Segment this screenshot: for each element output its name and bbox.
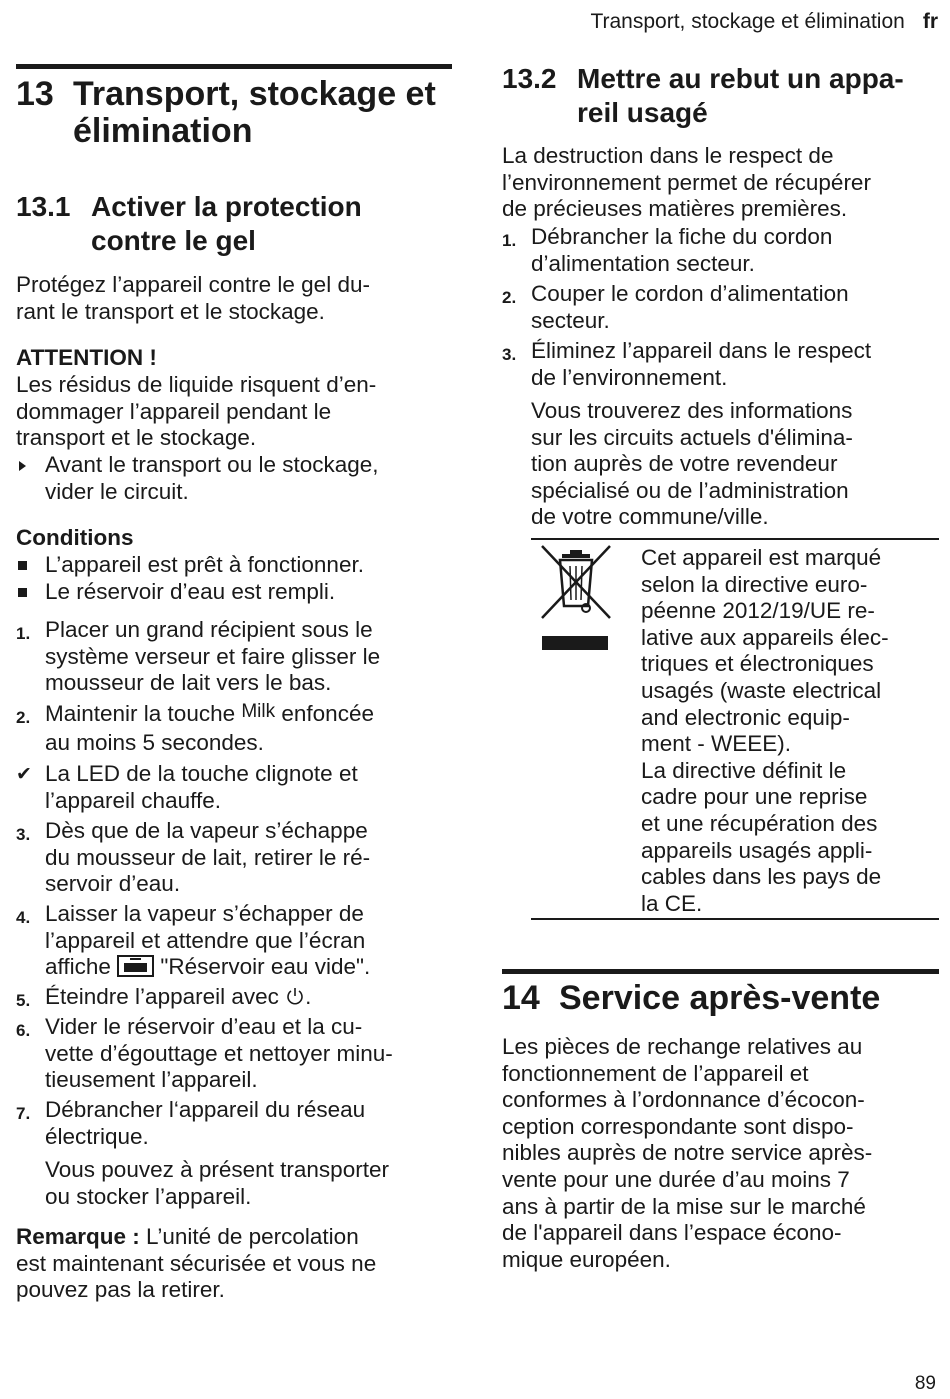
step-number: 4. [16,908,31,927]
frost-intro [16,272,370,325]
checkmark-icon: ✔ [16,764,32,785]
step-number: 2. [502,288,517,307]
disposal-intro [502,143,871,223]
text-line: cadre pour une reprise [641,784,868,810]
text-line: fonctionnement de l’appareil et [502,1060,809,1086]
text-line: secteur. [531,307,610,333]
text-line: la CE. [641,890,703,916]
step-number: 3. [16,825,31,844]
text-line: de votre commune/ville. [531,504,769,530]
text-line: dommager l’appareil pendant le [16,398,332,424]
text-line: ou stocker l’appareil. [45,1183,252,1209]
text-line: appareils usagés appli- [641,837,873,863]
section-13-1-number: 13.1 [16,191,71,222]
step-number: 7. [16,1104,31,1123]
text-line: rant le transport et le stockage. [16,298,325,324]
section-14-title: Service après-vente [559,979,881,1017]
text-fragment: "Réservoir eau vide". [154,954,371,980]
condition-text: Le réservoir d’eau est rempli. [45,579,336,604]
text-line: Cet appareil est marqué [641,545,882,570]
text-line: du mousseur de lait, retirer le ré- [45,844,371,870]
text-line: sur les circuits actuels d'élimina- [531,424,853,450]
bullet-square-icon [18,561,27,570]
action-arrow-icon [19,461,26,471]
text-line: de l’environnement. [531,364,728,390]
step-number: 5. [16,991,31,1010]
text-line: ans à partir de la mise sur le marché [502,1193,866,1219]
text-line: pouvez pas la retirer. [16,1277,225,1303]
section-13-2-title-line2: reil usagé [577,97,708,128]
text-line: Couper le cordon d’alimentation [531,281,849,306]
step-number: 1. [502,231,517,250]
weee-text [641,545,889,917]
section-13-2-number: 13.2 [502,63,557,94]
water-tank-empty-icon [117,955,154,977]
text-line: Vous trouverez des informations [531,398,853,423]
text-line: vente pour une durée d’au moins 7 [502,1166,850,1192]
text-line: mousseur de lait vers le bas. [45,670,332,696]
section-13-rule [16,64,452,69]
text-line: Protégez l’appareil contre le gel du- [16,272,370,297]
text-line: La LED de la touche clignote et [45,761,358,786]
text-line: péenne 2012/19/UE re- [641,598,875,624]
text-line: Avant le transport ou le stockage, [45,452,379,477]
weee-bottom-rule [531,918,939,920]
text-line: mique européen. [502,1246,671,1272]
text-line: et une récupération des [641,810,878,836]
header-title: Transport, stockage et élimination [590,10,905,33]
text-line: ment - WEEE). [641,731,792,757]
text-line: Vider le réservoir d’eau et la cu- [45,1014,363,1039]
section-13-1-title-line2: contre le gel [91,225,256,256]
text-line: transport et le stockage. [16,425,257,451]
step-number: 3. [502,345,517,364]
condition-text: L’appareil est prêt à fonctionner. [45,552,364,577]
service-text [502,1034,872,1273]
text-fragment: L’unité de percolation [139,1224,359,1249]
text-line: Débrancher la fiche du cordon [531,224,833,249]
text-fragment: enfoncée [275,701,374,726]
text-line: d’alimentation secteur. [531,250,755,276]
text-line: La destruction dans le respect de [502,143,834,168]
conditions-label: Conditions [16,525,134,550]
remark-label: Remarque : [16,1224,140,1249]
after-steps-text [45,1157,389,1210]
bullet-square-icon [18,588,27,597]
attention-label: ATTENTION ! [16,345,157,370]
text-fragment: affiche [45,954,118,980]
text-line: tieusement l’appareil. [45,1067,258,1093]
text-line: La directive définit le [641,757,847,783]
disposal-info [531,398,853,531]
section-13-title-line2: élimination [73,112,253,150]
text-line: est maintenant sécurisée et vous ne [16,1250,377,1276]
weee-top-rule [531,538,939,540]
remark [16,1224,376,1304]
section-14-rule [502,969,939,974]
running-header [590,10,938,34]
section-13-2-title-line1: Mettre au rebut un appa- [577,63,904,94]
text-line: lative aux appareils élec- [641,624,889,650]
text-line: Les résidus de liquide risquent d’en- [16,372,377,397]
text-fragment: . [305,984,312,1009]
text-line: cables dans les pays de [641,864,882,890]
text-line: tion auprès de votre revendeur [531,451,838,477]
text-fragment: Éteindre l’appareil avec [45,984,286,1009]
text-line: Éliminez l’appareil dans le respect [531,338,872,363]
text-line: and electronic equip- [641,704,850,730]
language-tag: fr [922,10,938,33]
text-fragment: Maintenir la touche [45,701,242,726]
text-line: vider le circuit. [45,478,189,504]
text-line: Laisser la vapeur s’échapper de [45,901,364,926]
section-14-number: 14 [502,979,540,1017]
attention-text [16,372,376,452]
power-icon [285,986,305,1006]
step-number: 1. [16,624,31,643]
step-number: 2. [16,708,31,727]
text-line: triques et électroniques [641,651,874,677]
text-line: électrique. [45,1123,149,1149]
text-line: servoir d’eau. [45,871,181,897]
text-line: au moins 5 secondes. [45,729,264,755]
text-line: de l'appareil dans l’espace écono- [502,1220,842,1246]
text-line: usagés (waste electrical [641,677,882,703]
section-13-title-line1: Transport, stockage et [73,75,436,113]
text-line: Placer un grand récipient sous le [45,617,373,642]
section-13-1-title-line1: Activer la protection [91,191,362,222]
text-line: système verseur et faire glisser le [45,643,381,669]
text-line: l’appareil et attendre que l’écran [45,927,366,953]
text-line: l’environnement permet de récupérer [502,169,871,195]
text-line: spécialisé ou de l’administration [531,477,849,503]
step-number: 6. [16,1021,31,1040]
text-line: Les pièces de rechange relatives au [502,1034,863,1059]
text-line: de précieuses matières premières. [502,196,848,222]
text-line: nibles auprès de notre service après- [502,1140,873,1166]
text-line: l’appareil chauffe. [45,787,221,813]
text-line: conformes à l’ordonnance d’écocon- [502,1087,865,1113]
text-line: vette d’égouttage et nettoyer minu- [45,1040,393,1066]
text-line: Dès que de la vapeur s’échappe [45,818,368,843]
text-line: Débrancher l‘appareil du réseau [45,1097,366,1122]
crossed-out-bin-icon [538,544,614,656]
text-line: selon la directive euro- [641,571,868,597]
section-13-number: 13 [16,75,54,113]
text-line: ception correspondante sont dispo- [502,1113,854,1139]
page-number: 89 [914,1373,936,1394]
milk-key-label: Milk [241,701,276,722]
text-line: Vous pouvez à présent transporter [45,1157,389,1182]
